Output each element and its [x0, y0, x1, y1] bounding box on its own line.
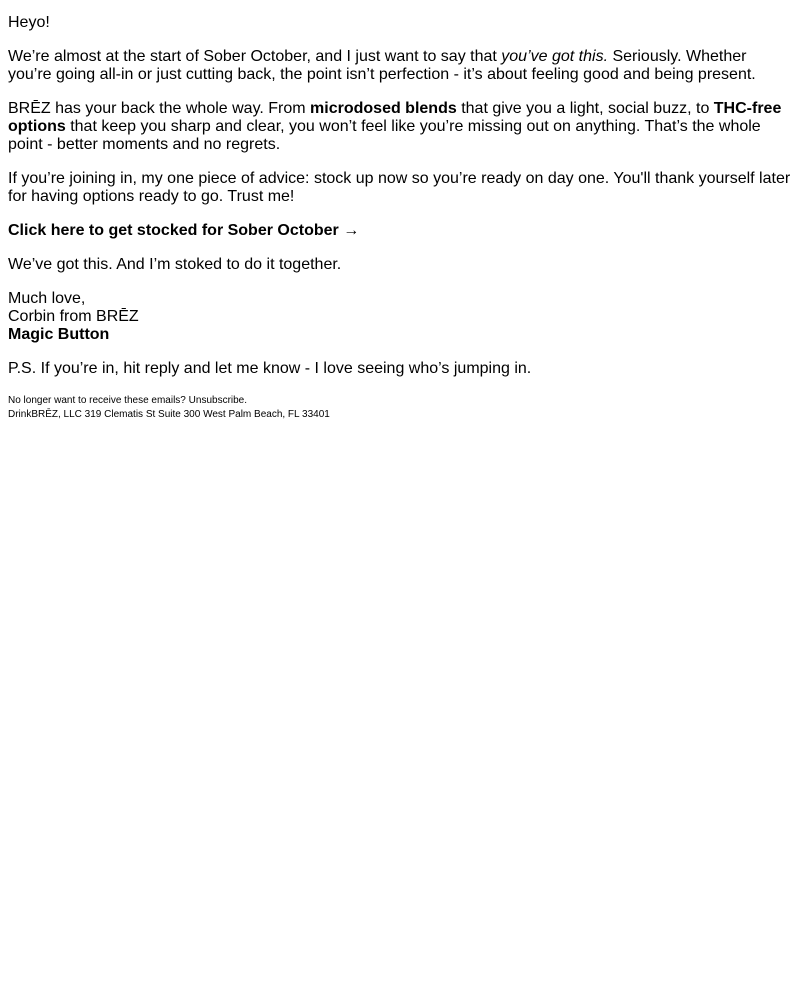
cta-link[interactable] — [8, 222, 359, 239]
intro-emphasis: you’ve got this. — [501, 48, 609, 65]
intro-text: We’re almost at the start of Sober October, and I just want to say that — [8, 48, 502, 65]
signoff-name: Corbin from BRĒZ — [8, 308, 139, 325]
signoff — [8, 290, 792, 344]
intro-paragraph — [8, 48, 792, 84]
ps-paragraph: P.S. If you’re in, hit reply and let me know - I love seeing who’s jumping in. — [8, 360, 532, 377]
microdosed-blends-bold: microdosed blends — [310, 100, 457, 117]
unsubscribe-suffix: . — [244, 395, 248, 406]
greeting: Heyo! — [8, 14, 50, 31]
products-text-end: that keep you sharp and clear, you won’t feel like you’re missing out on anything. That’s the whole point - better moments and no regrets. — [8, 118, 761, 153]
footer — [8, 394, 792, 422]
intro-text-end: Seriously. Whether you’re going all-in or just cutting back, the point isn’t perfection - it’s about feeling good and being present. — [8, 48, 756, 83]
unsubscribe-link[interactable]: Unsubscribe — [188, 395, 245, 406]
footer-address: DrinkBRĒZ, LLC 319 Clematis St Suite 300 West Palm Beach, FL 33401 — [8, 409, 330, 420]
thc-free-options-bold: THC-free options — [8, 100, 782, 135]
products-text: BRĒZ has your back the whole way. From — [8, 100, 311, 117]
advice-paragraph: If you’re joining in, my one piece of advice: stock up now so you’re ready on day one. You'll thank yourself later for having options ready to go. Trust me! — [8, 170, 791, 205]
together-paragraph: We’ve got this. And I’m stoked to do it together. — [8, 256, 342, 273]
signoff-line: Much love, — [8, 290, 86, 307]
cta-link-label[interactable]: Click here to get stocked for Sober October → — [8, 222, 360, 239]
unsubscribe-prefix: No longer want to receive these emails? — [8, 395, 189, 406]
products-text-mid: that give you a light, social buzz, to — [456, 100, 714, 117]
unsubscribe-line — [8, 394, 792, 408]
products-paragraph — [8, 100, 792, 154]
signoff-magic-button: Magic Button — [8, 326, 110, 343]
